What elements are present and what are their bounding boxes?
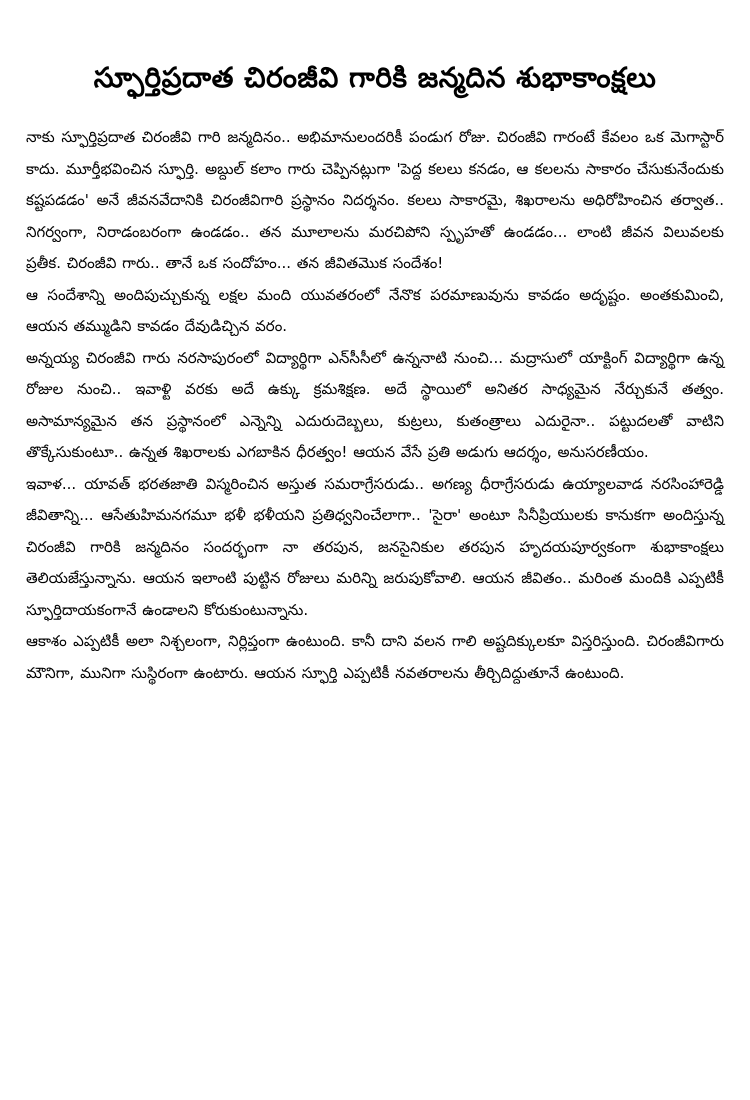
document-body — [26, 122, 724, 689]
paragraph-3: అన్నయ్య చిరంజీవి గారు నరసాపురంలో విద్యార్థిగా ఎన్‌సీసీలో ఉన్ననాటి నుంచి... మద్రాసులో యాక్టింగ్ విద్యార్థిగా ఉన్న రోజుల నుంచి.. ఇవాళ్టి వరకు అదే ఉక్కు క్రమశిక్షణ. అదే స్థాయిలో అనితర సాధ్యమైన నేర్చుకునే తత్వం. అసామాన్యమైన తన ప్రస్థానంలో ఎన్నెన్ని ఎదురుదెబ్బలు, కుట్రలు, కుతంత్రాలు ఎదురైనా.. పట్టుదలతో వాటిని తొక్కేసుకుంటూ.. ఉన్నత శిఖరాలకు ఎగబాకిన ధీరత్వం! ఆయన వేసే ప్రతి అడుగు ఆదర్శం, అనుసరణీయం. — [26, 348, 724, 461]
paragraph-2: ఆ సందేశాన్ని అందిపుచ్చుకున్న లక్షల మంది యువతరంలో నేనొక పరమాణువును కావడం అదృష్టం. అంతకుమించి, ఆయన తమ్ముడిని కావడం దేవుడిచ్చిన వరం. — [26, 285, 724, 335]
paragraph-4: ఇవాళ... యావత్ భరతజాతి విస్మరించిన అస్తుత సమరాగ్రేసరుడు.. అగణ్య ధీరాగ్రేసరుడు ఉయ్యాలవాడ నరసింహారెడ్డి జీవితాన్ని... ఆసేతుహిమనగమూ భళీ భళీయని ప్రతిధ్వనించేలాగా.. 'సైరా' అంటూ సినీప్రియులకు కానుకగా అందిస్తున్న చిరంజీవి గారికి జన్మదినం సందర్భంగా నా తరపున, జనసైనికుల తరపున హృదయపూర్వకంగా శుభాకాంక్షలు తెలియజేస్తున్నాను. ఆయన ఇలాంటి పుట్టిన రోజులు మరిన్ని జరుపుకోవాలి. ఆయన జీవితం.. మరింత మందికి ఎప్పటికీ స్ఫూర్తిదాయకంగానే ఉండాలని కోరుకుంటున్నాను. — [26, 474, 724, 619]
paragraph-1: నాకు స్ఫూర్తిప్రదాత చిరంజీవి గారి జన్మదినం.. అభిమానులందరికీ పండుగ రోజు. చిరంజీవి గారంటే కేవలం ఒక మెగాస్టార్ కాదు. మూర్తీభవించిన స్ఫూర్తి. అబ్దుల్ కలాం గారు చెప్పినట్లుగా 'పెద్ద కలలు కనడం, ఆ కలలను సాకారం చేసుకునేందుకు కష్టపడడం' అనే జీవనవేదానికి చిరంజీవిగారి ప్రస్థానం నిదర్శనం. కలలు సాకారమై, శిఖరాలను అధిరోహించిన తర్వాత.. నిగర్వంగా, నిరాడంబరంగా ఉండడం.. తన మూలాలను మరచిపోని స్పృహతో ఉండడం... లాంటి జీవన విలువలకు ప్రతీక. చిరంజీవి గారు.. తానే ఒక సందోహం... తన జీవితమొక సందేశం! — [26, 128, 724, 272]
document-title: స్ఫూర్తిప్రదాత చిరంజీవి గారికి జన్మదిన శుభాకాంక్షలు — [93, 61, 657, 94]
paragraph-5: ఆకాశం ఎప్పటికీ అలా నిశ్చలంగా, నిర్లిప్తంగా ఉంటుంది. కానీ దాని వలన గాలి అష్టదిక్కులకూ విస్తరిస్తుంది. చిరంజీవిగారు మౌనిగా, మునిగా సుస్థిరంగా ఉంటారు. ఆయన స్ఫూర్తి ఎప్పటికీ నవతరాలను తీర్చిదిద్దుతూనే ఉంటుంది. — [26, 632, 724, 682]
